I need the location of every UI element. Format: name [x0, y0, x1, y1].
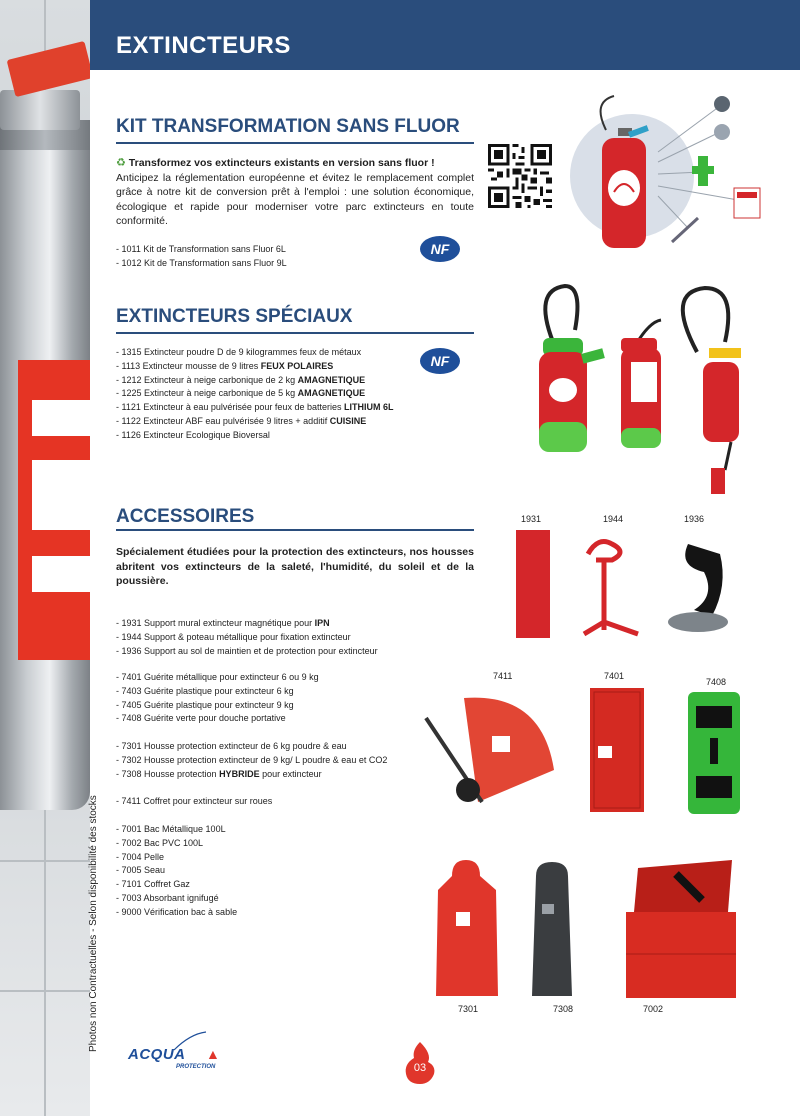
accessoires-list-bacs — [116, 823, 237, 920]
list-item: - 1225 Extincteur à neige carbonique de 5 kg AMAGNETIQUE — [116, 388, 366, 399]
kit-section-title: KIT TRANSFORMATION SANS FLUOR — [116, 116, 460, 137]
product-code: 7411 — [493, 671, 513, 681]
nf-certification-icon — [420, 236, 460, 262]
list-item: - 7004 Pelle — [116, 851, 165, 862]
list-item: - 7308 Housse protection HYBRIDE pour extincteur — [116, 768, 322, 779]
page-title: EXTINCTEURS — [116, 32, 291, 59]
list-item: - 7003 Absorbant ignifugé — [116, 892, 219, 903]
housses-bac-illustration — [432, 856, 746, 1002]
list-item: - 7001 Bac Métallique 100L — [116, 824, 226, 834]
product-code: 7002 — [643, 1004, 664, 1014]
page-number: 03 — [413, 1062, 427, 1074]
brand-logo — [128, 1030, 228, 1080]
list-item: - 7405 Guérite plastique pour extincteur 9 kg — [116, 699, 294, 710]
nf-certification-icon — [420, 348, 460, 374]
kit-lead: Transformez vos extincteurs existants en version sans fluor ! — [128, 157, 435, 169]
list-item: - 1212 Extincteur à neige carbonique de 2 kg AMAGNETIQUE — [116, 374, 366, 385]
product-code: 1931 — [521, 514, 542, 524]
speciaux-list — [116, 346, 393, 443]
accessoires-section-title: ACCESSOIRES — [116, 506, 255, 527]
list-item: - 1113 Extincteur mousse de 9 litres FEUX POLAIRES — [116, 360, 334, 371]
supports-illustration — [508, 526, 738, 644]
brand-name: ACQUA — [128, 1046, 186, 1063]
kit-text: Anticipez la réglementation européenne et évitez le remplacement complet grâce à notre kit de conversion prêt à l'emploi : une solution économique, écologique et rapide pour moderniser votre parc extincteurs en toute conformité. — [116, 171, 474, 227]
brand-sub: PROTECTION — [176, 1064, 216, 1070]
kit-section-rule — [116, 142, 474, 144]
list-item: - 7401 Guérite métallique pour extincteur 6 ou 9 kg — [116, 672, 319, 682]
kit-list — [116, 243, 287, 271]
accessoires-list-supports — [116, 617, 378, 658]
accessoires-list-coffret — [116, 795, 272, 809]
list-item: - 1126 Extincteur Ecologique Bioversal — [116, 429, 270, 440]
disclaimer-note: Photos non Contractuelles - Selon disponibilité des stocks — [88, 795, 99, 1052]
list-item: - 1931 Support mural extincteur magnétique pour IPN — [116, 618, 330, 628]
list-item: - 7411 Coffret pour extincteur sur roues — [116, 796, 273, 806]
nf-label: NF — [430, 353, 450, 369]
list-item: - 1121 Extincteur à eau pulvérisée pour feux de batteries LITHIUM 6L — [116, 402, 394, 413]
list-item: - 7101 Coffret Gaz — [116, 879, 190, 890]
accessoires-list-housses — [116, 740, 387, 781]
list-item: - 7408 Guérite verte pour douche portative — [116, 713, 286, 724]
accessoires-section-rule — [116, 529, 474, 531]
kit-intro — [116, 156, 474, 229]
speciaux-section-rule — [116, 332, 474, 334]
accessoires-list-guerites — [116, 671, 319, 726]
list-item: - 1944 Support & poteau métallique pour fixation extincteur — [116, 631, 351, 642]
page-header — [90, 0, 800, 70]
product-code: 1936 — [684, 514, 705, 524]
list-item: - 1315 Extincteur poudre D de 9 kilogrammes feux de métaux — [116, 347, 362, 357]
list-item: - 1122 Extincteur ABF eau pulvérisée 9 litres + additif CUISINE — [116, 415, 367, 426]
product-code: 7401 — [604, 671, 625, 681]
speciaux-section-title: EXTINCTEURS SPÉCIAUX — [116, 306, 353, 327]
flame-icon: ▲ — [206, 1046, 220, 1062]
list-item: - 7005 Seau — [116, 865, 166, 876]
list-item: - 9000 Vérification bac à sable — [116, 906, 238, 917]
nf-label: NF — [430, 241, 450, 257]
background-photo — [0, 0, 90, 1116]
accessoires-intro: Spécialement étudiées pour la protection des extincteurs, nos housses abritent vos extincteurs de la saleté, l'humidité, du soleil et de la poussière. — [116, 546, 474, 587]
list-item: - 7403 Guérite plastique pour extincteur 6 kg — [116, 685, 294, 696]
list-item: - 1011 Kit de Transformation sans Fluor 6L — [116, 244, 286, 254]
product-code: 7308 — [553, 1004, 574, 1014]
list-item: - 1012 Kit de Transformation sans Fluor 9L — [116, 257, 287, 268]
page-number-badge — [402, 1040, 438, 1084]
guerites-illustration — [422, 684, 752, 816]
list-item: - 7002 Bac PVC 100L — [116, 837, 204, 848]
product-code: 1944 — [603, 514, 624, 524]
list-item: - 7302 Housse protection extincteur de 9 kg/ L poudre & eau et CO2 — [116, 754, 388, 765]
recycle-icon: ♻ — [116, 157, 126, 169]
kit-illustration — [562, 92, 800, 264]
special-extinguishers-illustration — [525, 282, 755, 500]
product-code: 7301 — [458, 1004, 479, 1014]
list-item: - 7301 Housse protection extincteur de 6 kg poudre & eau — [116, 741, 347, 751]
product-code: 7408 — [706, 677, 727, 687]
qr-code[interactable] — [488, 144, 552, 208]
list-item: - 1936 Support au sol de maintien et de protection pour extincteur — [116, 645, 378, 656]
